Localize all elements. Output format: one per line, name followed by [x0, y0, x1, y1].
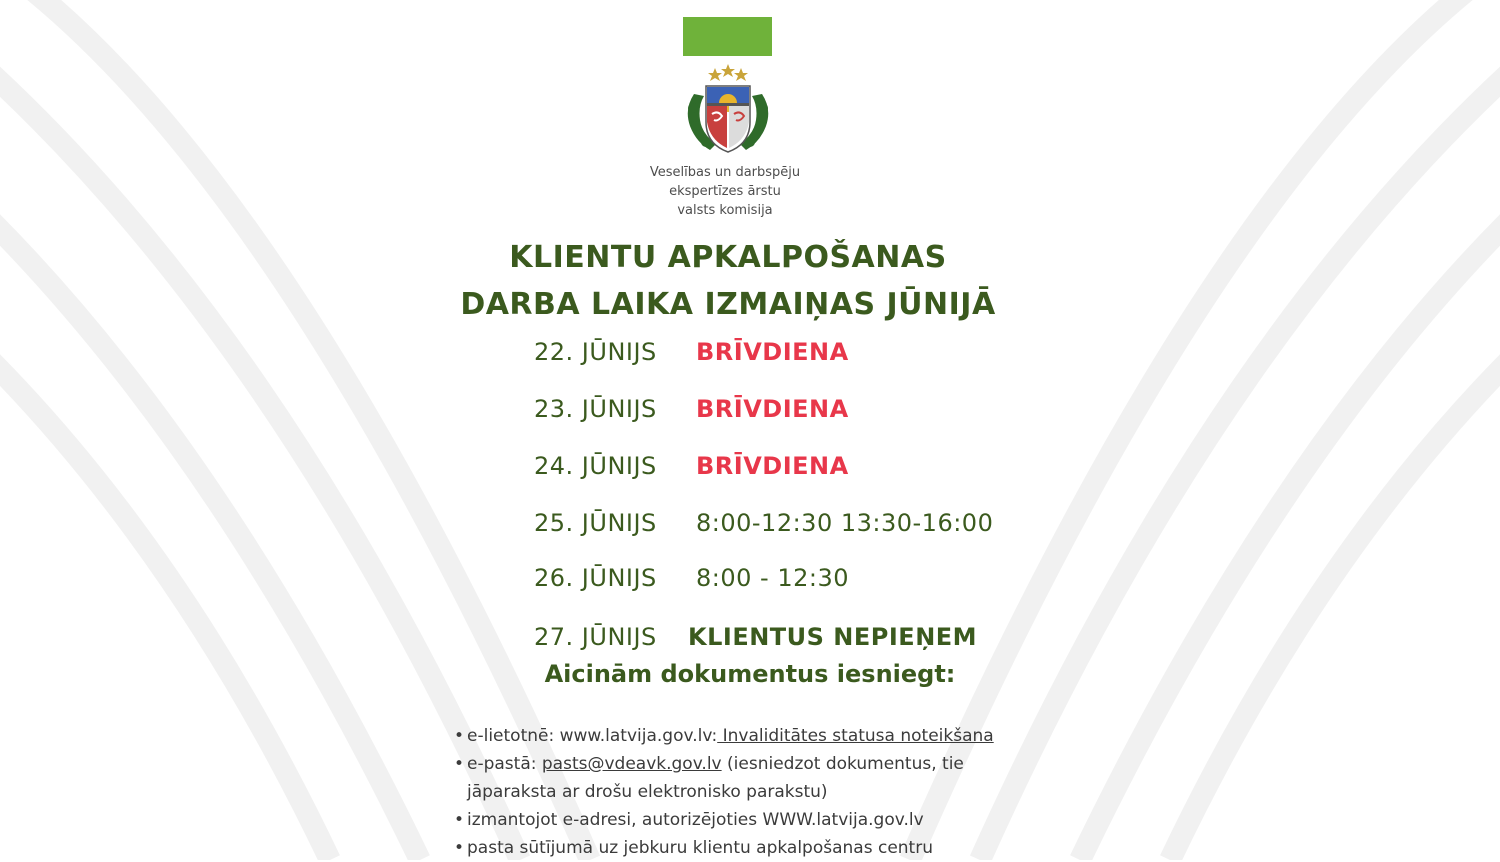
list-item — [454, 722, 1054, 750]
schedule-status: 8:00 - 12:30 — [696, 564, 849, 592]
list-item-text: e-pastā: — [467, 754, 542, 774]
list-item-text: e-lietotnē: www.latvija.gov.lv: — [467, 726, 718, 746]
schedule-date: 22. JŪNIJS — [534, 338, 657, 366]
submission-options-list — [454, 722, 1054, 862]
bullet-dot-icon: • — [454, 726, 465, 746]
schedule-status: KLIENTUS NEPIEŅEM — [688, 623, 978, 651]
list-item-text: pasta sūtījumā uz jebkuru klientu apkalpošanas centru — [467, 838, 933, 858]
schedule-status: BRĪVDIENA — [696, 395, 849, 423]
schedule-date: 24. JŪNIJS — [534, 452, 657, 480]
schedule-status: 8:00-12:30 13:30-16:00 — [696, 509, 994, 537]
agency-name — [600, 163, 850, 220]
email-link[interactable]: pasts@vdeavk.gov.lv — [541, 754, 722, 774]
list-item — [454, 834, 1054, 862]
page-title-line: DARBA LAIKA IZMAIŅAS JŪNIJĀ — [460, 287, 996, 322]
agency-name-line: Veselības un darbspēju — [649, 165, 801, 180]
list-item-text: (iesniedzot dokumentus, tie — [721, 754, 964, 774]
schedule-status: BRĪVDIENA — [696, 452, 849, 480]
schedule-date: 25. JŪNIJS — [534, 509, 657, 537]
list-item — [454, 750, 1054, 806]
page-title — [400, 234, 1056, 328]
list-item-text: jāparaksta ar drošu elektronisko parakstu) — [467, 782, 828, 802]
invite-heading: Aicinām dokumentus iesniegt: — [544, 660, 956, 688]
bullet-dot-icon: • — [454, 810, 465, 830]
agency-name-line: ekspertīzes ārstu — [669, 184, 781, 199]
coat-of-arms-icon — [680, 64, 776, 160]
schedule-status: BRĪVDIENA — [696, 338, 849, 366]
list-item — [454, 806, 1054, 834]
invalidity-status-link[interactable]: Invaliditātes statusa noteikšana — [717, 726, 994, 746]
agency-name-line: valsts komisija — [677, 203, 773, 218]
schedule-date: 26. JŪNIJS — [534, 564, 657, 592]
page-title-line: KLIENTU APKALPOŠANAS — [509, 240, 947, 275]
list-item-text: izmantojot e-adresi, autorizējoties WWW.latvija.gov.lv — [467, 810, 924, 830]
green-header-bar — [683, 17, 772, 56]
bullet-dot-icon: • — [454, 838, 465, 858]
schedule-date: 27. JŪNIJS — [534, 623, 657, 651]
bullet-dot-icon: • — [454, 754, 465, 774]
schedule-date: 23. JŪNIJS — [534, 395, 657, 423]
